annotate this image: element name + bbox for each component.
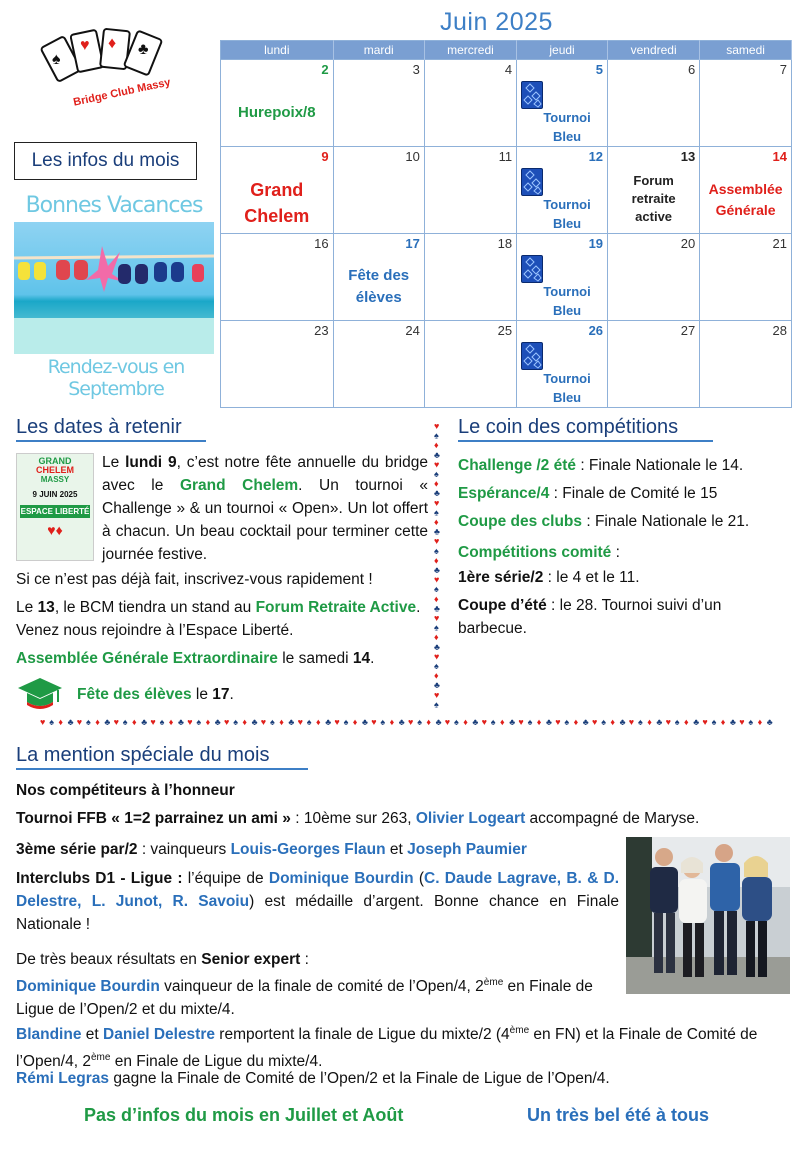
text-bold: 3ème série par/2 xyxy=(16,841,138,858)
calendar-day-cell xyxy=(221,321,334,408)
text: : Finale Nationale le 14. xyxy=(576,457,744,474)
suit-glyph: ♠ xyxy=(233,717,238,727)
suit-glyph: ♣ xyxy=(434,526,440,537)
dates-paragraph-2: Si ce n’est pas déjà fait, inscrivez-vous rapidement ! xyxy=(16,571,373,588)
calendar-day-cell xyxy=(517,147,608,234)
calendar-day-cell xyxy=(221,60,334,147)
mention-line-1 xyxy=(16,807,796,830)
suit-glyph: ♥ xyxy=(224,717,230,727)
calendar-body xyxy=(221,60,792,408)
calendar xyxy=(220,40,792,408)
suit-glyph: ♠ xyxy=(196,717,202,727)
day-number: 12 xyxy=(588,149,604,164)
text-bold: Interclubs D1 - Ligue : xyxy=(16,870,183,887)
competition-line-1 xyxy=(458,454,798,477)
suit-glyph: ♦ xyxy=(242,717,247,727)
calendar-day-cell xyxy=(608,60,700,147)
text-green: Challenge /2 été xyxy=(458,457,577,474)
suit-glyph: ♣ xyxy=(434,565,440,575)
mention-line-3 xyxy=(16,867,619,936)
suit-glyph: ♦ xyxy=(434,555,439,566)
weekday-header: mardi xyxy=(333,41,424,60)
suit-glyph: ♠ xyxy=(343,717,349,727)
vacances-title: Bonnes Vacances xyxy=(25,193,203,218)
suit-glyph: ♥ xyxy=(444,717,451,727)
suit-glyph: ♠ xyxy=(270,717,275,727)
superscript: ème xyxy=(483,977,504,988)
suit-glyph: ♦ xyxy=(463,717,468,727)
suit-glyph: ♣ xyxy=(619,717,626,727)
text: ( xyxy=(413,870,425,887)
text: en FN) et la Finale de Comité de l’Open/4, 2 xyxy=(16,1026,758,1071)
mention-line-6 xyxy=(16,1019,796,1073)
suit-glyph: ♠ xyxy=(564,717,570,727)
suit-glyph: ♦ xyxy=(205,717,211,727)
calendar-day-cell xyxy=(333,321,424,408)
calendar-event-label: Grand Chelem xyxy=(244,180,310,226)
suit-glyph: ♦ xyxy=(279,717,284,727)
suit-glyph: ♣ xyxy=(434,449,440,460)
text: et xyxy=(81,1026,103,1044)
calendar-day-cell xyxy=(517,321,608,408)
footer-left-text: Pas d’infos du mois en Juillet et Août xyxy=(84,1105,404,1125)
weekday-header: lundi xyxy=(221,41,334,60)
team-photo xyxy=(626,837,790,994)
heart-suit-icon: ♥ xyxy=(80,37,90,54)
day-number: 4 xyxy=(504,62,513,77)
calendar-day-cell xyxy=(608,234,700,321)
day-number: 5 xyxy=(595,62,604,77)
dates-a-retenir-title: Les dates à retenir xyxy=(16,416,182,438)
suit-glyph: ♥ xyxy=(665,717,671,727)
suit-glyph: ♥ xyxy=(260,717,267,727)
suit-glyph: ♠ xyxy=(638,717,643,727)
suit-glyph: ♠ xyxy=(674,717,680,727)
tournoi-bleu-label: Tournoi Bleu xyxy=(543,284,591,318)
suit-glyph: ♠ xyxy=(748,717,754,727)
day-number: 14 xyxy=(772,149,787,164)
calendar-week-row xyxy=(221,147,792,234)
text-bold: Coupe d’été xyxy=(458,597,547,614)
text: ) est médaille d’argent. Bonne chance en Finale Nationale ! xyxy=(16,893,620,933)
text-green: Fête des élèves xyxy=(77,686,192,703)
calendar-event-label: Forum retraite active xyxy=(631,173,676,224)
text: : le 28. Tournoi suivi d’un barbecue. xyxy=(458,597,722,637)
suit-glyph: ♣ xyxy=(656,717,663,727)
suit-glyph: ♣ xyxy=(398,717,405,727)
grand-chelem-link-text: Grand Chelem xyxy=(179,477,299,494)
suit-glyph: ♥ xyxy=(702,717,708,727)
calendar-day-cell xyxy=(700,60,792,147)
text-blue: Dominique Bourdin xyxy=(16,978,160,996)
infos-du-mois-box: Les infos du mois xyxy=(14,142,197,180)
competition-line-6 xyxy=(458,594,788,640)
text-bold: Senior expert xyxy=(201,951,301,968)
poster-suits-icon: ♥♦ xyxy=(47,522,63,538)
text-blue: Olivier Logeart xyxy=(415,810,526,827)
text-blue: Daniel Delestre xyxy=(103,1026,215,1044)
suit-glyph: ♠ xyxy=(434,430,439,441)
calendar-event-label: Hurepoix/8 xyxy=(238,104,316,121)
suit-glyph: ♠ xyxy=(86,717,91,727)
poster-date: 9 JUIN 2025 xyxy=(32,490,78,499)
text: : 10ème sur 263, xyxy=(290,810,416,827)
suit-glyph: ♠ xyxy=(490,717,496,727)
text-blue: Joseph Paumier xyxy=(407,841,527,858)
text: . Venez nous rejoindre à l’Espace Liberté. xyxy=(16,599,421,639)
suit-glyph: ♣ xyxy=(67,717,74,727)
calendar-week-row xyxy=(221,234,792,321)
suit-glyph: ♦ xyxy=(316,717,321,727)
poster-line2: CHELEM xyxy=(36,465,74,475)
text-green: Coupe des clubs xyxy=(458,513,583,530)
text: Le xyxy=(102,454,126,471)
day-number: 18 xyxy=(497,236,513,251)
section-underline xyxy=(16,768,308,770)
calendar-week-row xyxy=(221,60,792,147)
text: vainqueur de la finale de comité de l’Open/4, 2 xyxy=(159,978,484,996)
calendar-event-label: Assemblée Générale xyxy=(708,181,783,218)
suit-glyph: ♥ xyxy=(739,717,745,727)
text: : xyxy=(300,951,309,968)
diamond-suit-icon: ♦ xyxy=(108,35,117,52)
suit-glyph: ♣ xyxy=(434,603,440,614)
suit-glyph: ♣ xyxy=(104,717,111,727)
text-blue: Louis-Georges Flaun xyxy=(230,841,386,858)
suit-separator-vertical xyxy=(433,420,445,710)
text: et xyxy=(385,841,408,858)
suit-glyph: ♠ xyxy=(434,622,439,633)
suit-glyph: ♦ xyxy=(434,478,439,489)
suit-glyph: ♥ xyxy=(518,717,524,727)
text-blue: Blandine xyxy=(16,1026,82,1044)
suit-glyph: ♠ xyxy=(159,717,165,727)
suit-glyph: ♦ xyxy=(647,717,652,727)
suit-glyph: ♦ xyxy=(434,593,439,604)
suit-glyph: ♠ xyxy=(434,507,439,518)
suit-glyph: ♠ xyxy=(122,717,128,727)
suit-glyph: ♦ xyxy=(610,717,615,727)
competition-line-2 xyxy=(458,482,798,505)
competition-line-4 xyxy=(458,541,798,564)
day-number: 9 xyxy=(321,149,329,164)
suit-glyph: ♣ xyxy=(693,717,700,727)
suit-glyph: ♥ xyxy=(628,717,635,727)
suit-glyph: ♥ xyxy=(592,717,598,727)
text: en Finale de Ligue du mixte/4. xyxy=(110,1053,323,1071)
suit-glyph: ♦ xyxy=(684,717,689,727)
section-underline xyxy=(16,440,206,442)
calendar-header-row xyxy=(221,41,792,60)
suit-glyph: ♠ xyxy=(434,699,439,710)
text: . xyxy=(229,686,234,703)
poster-line1: GRAND xyxy=(38,456,72,466)
mention-line-4 xyxy=(16,948,616,971)
suit-glyph: ♥ xyxy=(113,717,119,727)
competition-line-3 xyxy=(458,510,798,533)
text-green: Forum Retraite Active xyxy=(255,599,417,616)
tournoi-bleu-card-icon xyxy=(521,342,543,370)
suit-glyph: ♠ xyxy=(454,717,459,727)
suit-glyph: ♥ xyxy=(434,613,440,623)
tournoi-bleu-card-icon xyxy=(521,168,543,196)
suit-glyph: ♥ xyxy=(481,717,487,727)
text: en Finale de Ligue de l’Open/2 et du mixte/4. xyxy=(16,978,593,1019)
competitions-title: Le coin des compétitions xyxy=(458,416,679,438)
calendar-day-cell xyxy=(608,147,700,234)
suit-glyph: ♣ xyxy=(435,717,442,727)
logo-text: Bridge Club Massy xyxy=(72,76,172,106)
suit-glyph: ♦ xyxy=(536,717,542,727)
suit-glyph: ♥ xyxy=(434,459,440,470)
calendar-day-cell xyxy=(424,60,516,147)
suit-glyph: ♣ xyxy=(178,717,184,727)
suit-glyph: ♦ xyxy=(573,717,579,727)
superscript: ème xyxy=(509,1025,530,1036)
text: , le BCM tiendra un stand au xyxy=(54,599,256,616)
text: gagne la Finale de Comité de l’Open/2 et la Finale de Ligue de l’Open/4. xyxy=(109,1070,610,1087)
text: : vainqueurs xyxy=(137,841,231,858)
suit-glyph: ♠ xyxy=(434,661,439,671)
tournoi-bleu-label: Tournoi Bleu xyxy=(543,197,591,231)
day-number: 7 xyxy=(779,62,787,77)
text: De très beaux résultats en xyxy=(16,951,202,968)
calendar-day-cell xyxy=(517,60,608,147)
suit-glyph: ♦ xyxy=(757,717,763,727)
section-underline xyxy=(458,440,713,442)
text-green: Espérance/4 xyxy=(458,485,550,502)
day-number: 17 xyxy=(405,236,420,251)
suit-glyph: ♦ xyxy=(434,632,439,643)
day-number: 24 xyxy=(405,323,420,338)
suit-glyph: ♦ xyxy=(132,717,137,727)
suit-glyph: ♠ xyxy=(711,717,717,727)
text: . Un tournoi « Challenge » & un tournoi « Open». Un lot offert à chacun. Un beau cocktail pour terminer cette journée festive. xyxy=(102,477,428,563)
day-number: 23 xyxy=(314,323,329,338)
day-number: 11 xyxy=(498,149,513,164)
beach-illustration xyxy=(14,222,214,354)
suit-glyph: ♥ xyxy=(76,717,83,727)
day-number: 3 xyxy=(412,62,420,77)
suit-glyph: ♣ xyxy=(582,717,589,727)
tournoi-bleu-label: Tournoi Bleu xyxy=(543,110,591,144)
poster-place: ESPACE LIBERTÉ xyxy=(20,507,90,516)
suit-glyph: ♥ xyxy=(434,536,440,547)
footer-right-text: Un très bel été à tous xyxy=(527,1105,710,1125)
competition-line-5 xyxy=(458,566,798,589)
suit-glyph: ♥ xyxy=(408,717,414,727)
day-number: 10 xyxy=(405,149,420,164)
rendez-vous-title: Rendez-vous en Septembre xyxy=(47,356,185,400)
suit-glyph: ♠ xyxy=(434,584,439,595)
day-number: 20 xyxy=(680,236,696,251)
day-number: 25 xyxy=(497,323,513,338)
text: : le 4 et le 11. xyxy=(543,569,640,586)
suit-glyph: ♥ xyxy=(434,497,440,508)
suit-glyph: ♣ xyxy=(766,717,773,727)
calendar-day-cell xyxy=(424,234,516,321)
text: . xyxy=(370,650,375,667)
suit-glyph: ♠ xyxy=(49,717,54,727)
mention-line-5 xyxy=(16,971,621,1021)
calendar-day-cell xyxy=(517,234,608,321)
weekday-header: jeudi xyxy=(517,41,608,60)
text-green: Assemblée Générale Extraordinaire xyxy=(16,650,278,667)
calendar-week-row xyxy=(221,321,792,408)
day-number: 28 xyxy=(772,323,787,338)
dates-paragraph-5 xyxy=(77,683,427,706)
suit-glyph: ♥ xyxy=(434,651,440,662)
suit-glyph: ♦ xyxy=(168,717,174,727)
text-bold: 13 xyxy=(37,599,55,616)
suit-glyph: ♣ xyxy=(141,717,148,727)
text-blue: Dominique Bourdin xyxy=(268,870,414,887)
suit-glyph: ♦ xyxy=(352,717,358,727)
suit-glyph: ♥ xyxy=(40,717,46,727)
text-green: Compétitions comité xyxy=(458,544,612,561)
tournoi-bleu-card-icon xyxy=(521,81,543,109)
mention-title: La mention spéciale du mois xyxy=(16,744,270,766)
weekday-header: vendredi xyxy=(608,41,700,60)
weekday-header: mercredi xyxy=(424,41,516,60)
calendar-day-cell xyxy=(608,321,700,408)
suit-glyph: ♦ xyxy=(434,440,439,451)
graduation-cap-icon xyxy=(16,674,64,712)
calendar-day-cell xyxy=(700,234,792,321)
suit-glyph: ♦ xyxy=(720,717,726,727)
suit-glyph: ♣ xyxy=(325,717,332,727)
suit-glyph: ♦ xyxy=(434,517,439,527)
text: , c’est notre fête annuelle du bridge avec le xyxy=(102,454,428,494)
suit-glyph: ♣ xyxy=(214,717,221,727)
suit-glyph: ♠ xyxy=(434,469,439,479)
day-number: 26 xyxy=(588,323,604,338)
text-blue: C. Daude Lagrave, B. & D. Delestre, L. Junot, R. Savoiu xyxy=(16,870,620,910)
suit-glyph: ♥ xyxy=(297,717,303,727)
mention-line-2 xyxy=(16,838,616,861)
suit-glyph: ♣ xyxy=(362,717,368,727)
club-suit-icon: ♣ xyxy=(138,41,149,58)
text-bold: 14 xyxy=(352,650,371,667)
calendar-day-cell xyxy=(221,234,334,321)
suit-glyph: ♦ xyxy=(389,717,395,727)
calendar-day-cell xyxy=(424,147,516,234)
suit-glyph: ♥ xyxy=(150,717,156,727)
text: le samedi xyxy=(277,650,353,667)
suit-glyph: ♦ xyxy=(426,717,431,727)
day-number: 19 xyxy=(588,236,604,251)
text-bold: 17 xyxy=(212,686,230,703)
calendar-day-cell xyxy=(333,147,424,234)
month-title: Juin 2025 xyxy=(440,8,553,36)
dates-paragraph-4 xyxy=(16,647,428,670)
calendar-day-cell xyxy=(700,321,792,408)
suit-glyph: ♣ xyxy=(251,717,258,727)
suit-glyph: ♥ xyxy=(434,689,440,700)
text: : xyxy=(611,544,620,561)
suit-glyph: ♥ xyxy=(434,421,440,431)
day-number: 16 xyxy=(314,236,329,251)
spade-suit-icon: ♠ xyxy=(52,51,61,68)
suit-glyph: ♣ xyxy=(434,680,440,691)
suit-glyph: ♥ xyxy=(187,717,193,727)
suit-glyph: ♠ xyxy=(527,717,533,727)
beach-sunglasses-image xyxy=(14,222,214,354)
text-bold: Tournoi FFB « 1=2 parrainez un ami » xyxy=(16,810,291,827)
text: : Finale Nationale le 21. xyxy=(582,513,750,530)
day-number: 21 xyxy=(772,236,787,251)
superscript: ème xyxy=(90,1052,111,1064)
text: l’équipe de xyxy=(182,870,269,887)
suit-glyph: ♥ xyxy=(334,717,340,727)
club-logo-graphic xyxy=(40,26,180,106)
day-number: 13 xyxy=(680,149,696,164)
grand-chelem-poster xyxy=(16,453,94,561)
suit-glyph: ♠ xyxy=(380,717,386,727)
mention-line-7 xyxy=(16,1067,796,1090)
calendar-day-cell xyxy=(424,321,516,408)
tournoi-bleu-label: Tournoi Bleu xyxy=(543,371,591,405)
suit-glyph: ♦ xyxy=(95,717,100,727)
suit-glyph: ♣ xyxy=(434,641,440,652)
suit-glyph: ♠ xyxy=(601,717,606,727)
suit-glyph: ♦ xyxy=(500,717,505,727)
day-number: 27 xyxy=(680,323,696,338)
suit-glyph: ♣ xyxy=(288,717,295,727)
suit-glyph: ♦ xyxy=(434,670,439,681)
text-bold: lundi 9 xyxy=(125,454,177,471)
suit-glyph: ♥ xyxy=(371,717,377,727)
text: le xyxy=(191,686,213,703)
dates-paragraph-3 xyxy=(16,596,428,642)
suit-glyph: ♥ xyxy=(555,717,561,727)
poster-line3: MASSY xyxy=(40,475,70,484)
suit-glyph: ♦ xyxy=(58,717,63,727)
day-number: 6 xyxy=(687,62,696,77)
text: Le xyxy=(16,599,38,616)
suit-glyph: ♣ xyxy=(472,717,479,727)
text: accompagné de Maryse. xyxy=(525,810,700,827)
text: remportent la finale de Ligue du mixte/2 (4 xyxy=(215,1026,510,1044)
suit-separator-horizontal xyxy=(40,715,780,727)
calendar-day-cell xyxy=(221,147,334,234)
suit-glyph: ♣ xyxy=(730,717,736,727)
suit-glyph: ♣ xyxy=(434,488,440,499)
mention-subtitle: Nos compétiteurs à l’honneur xyxy=(16,782,235,799)
suit-glyph: ♠ xyxy=(434,545,439,556)
calendar-day-cell xyxy=(333,60,424,147)
suit-glyph: ♥ xyxy=(434,574,440,585)
text-blue: Rémi Legras xyxy=(16,1070,110,1087)
suit-glyph: ♣ xyxy=(509,717,516,727)
dates-paragraph-1 xyxy=(102,451,428,566)
club-logo xyxy=(40,26,180,106)
weekday-header: samedi xyxy=(700,41,792,60)
text: : Finale de Comité le 15 xyxy=(549,485,718,502)
day-number: 2 xyxy=(321,62,329,77)
calendar-day-cell xyxy=(333,234,424,321)
text-bold: 1ère série/2 xyxy=(458,569,544,586)
suit-glyph: ♠ xyxy=(306,717,312,727)
calendar-day-cell xyxy=(700,147,792,234)
suit-glyph: ♣ xyxy=(546,717,552,727)
tournoi-bleu-card-icon xyxy=(521,255,543,283)
calendar-event-label: Fête des élèves xyxy=(348,267,410,306)
suit-glyph: ♠ xyxy=(417,717,422,727)
